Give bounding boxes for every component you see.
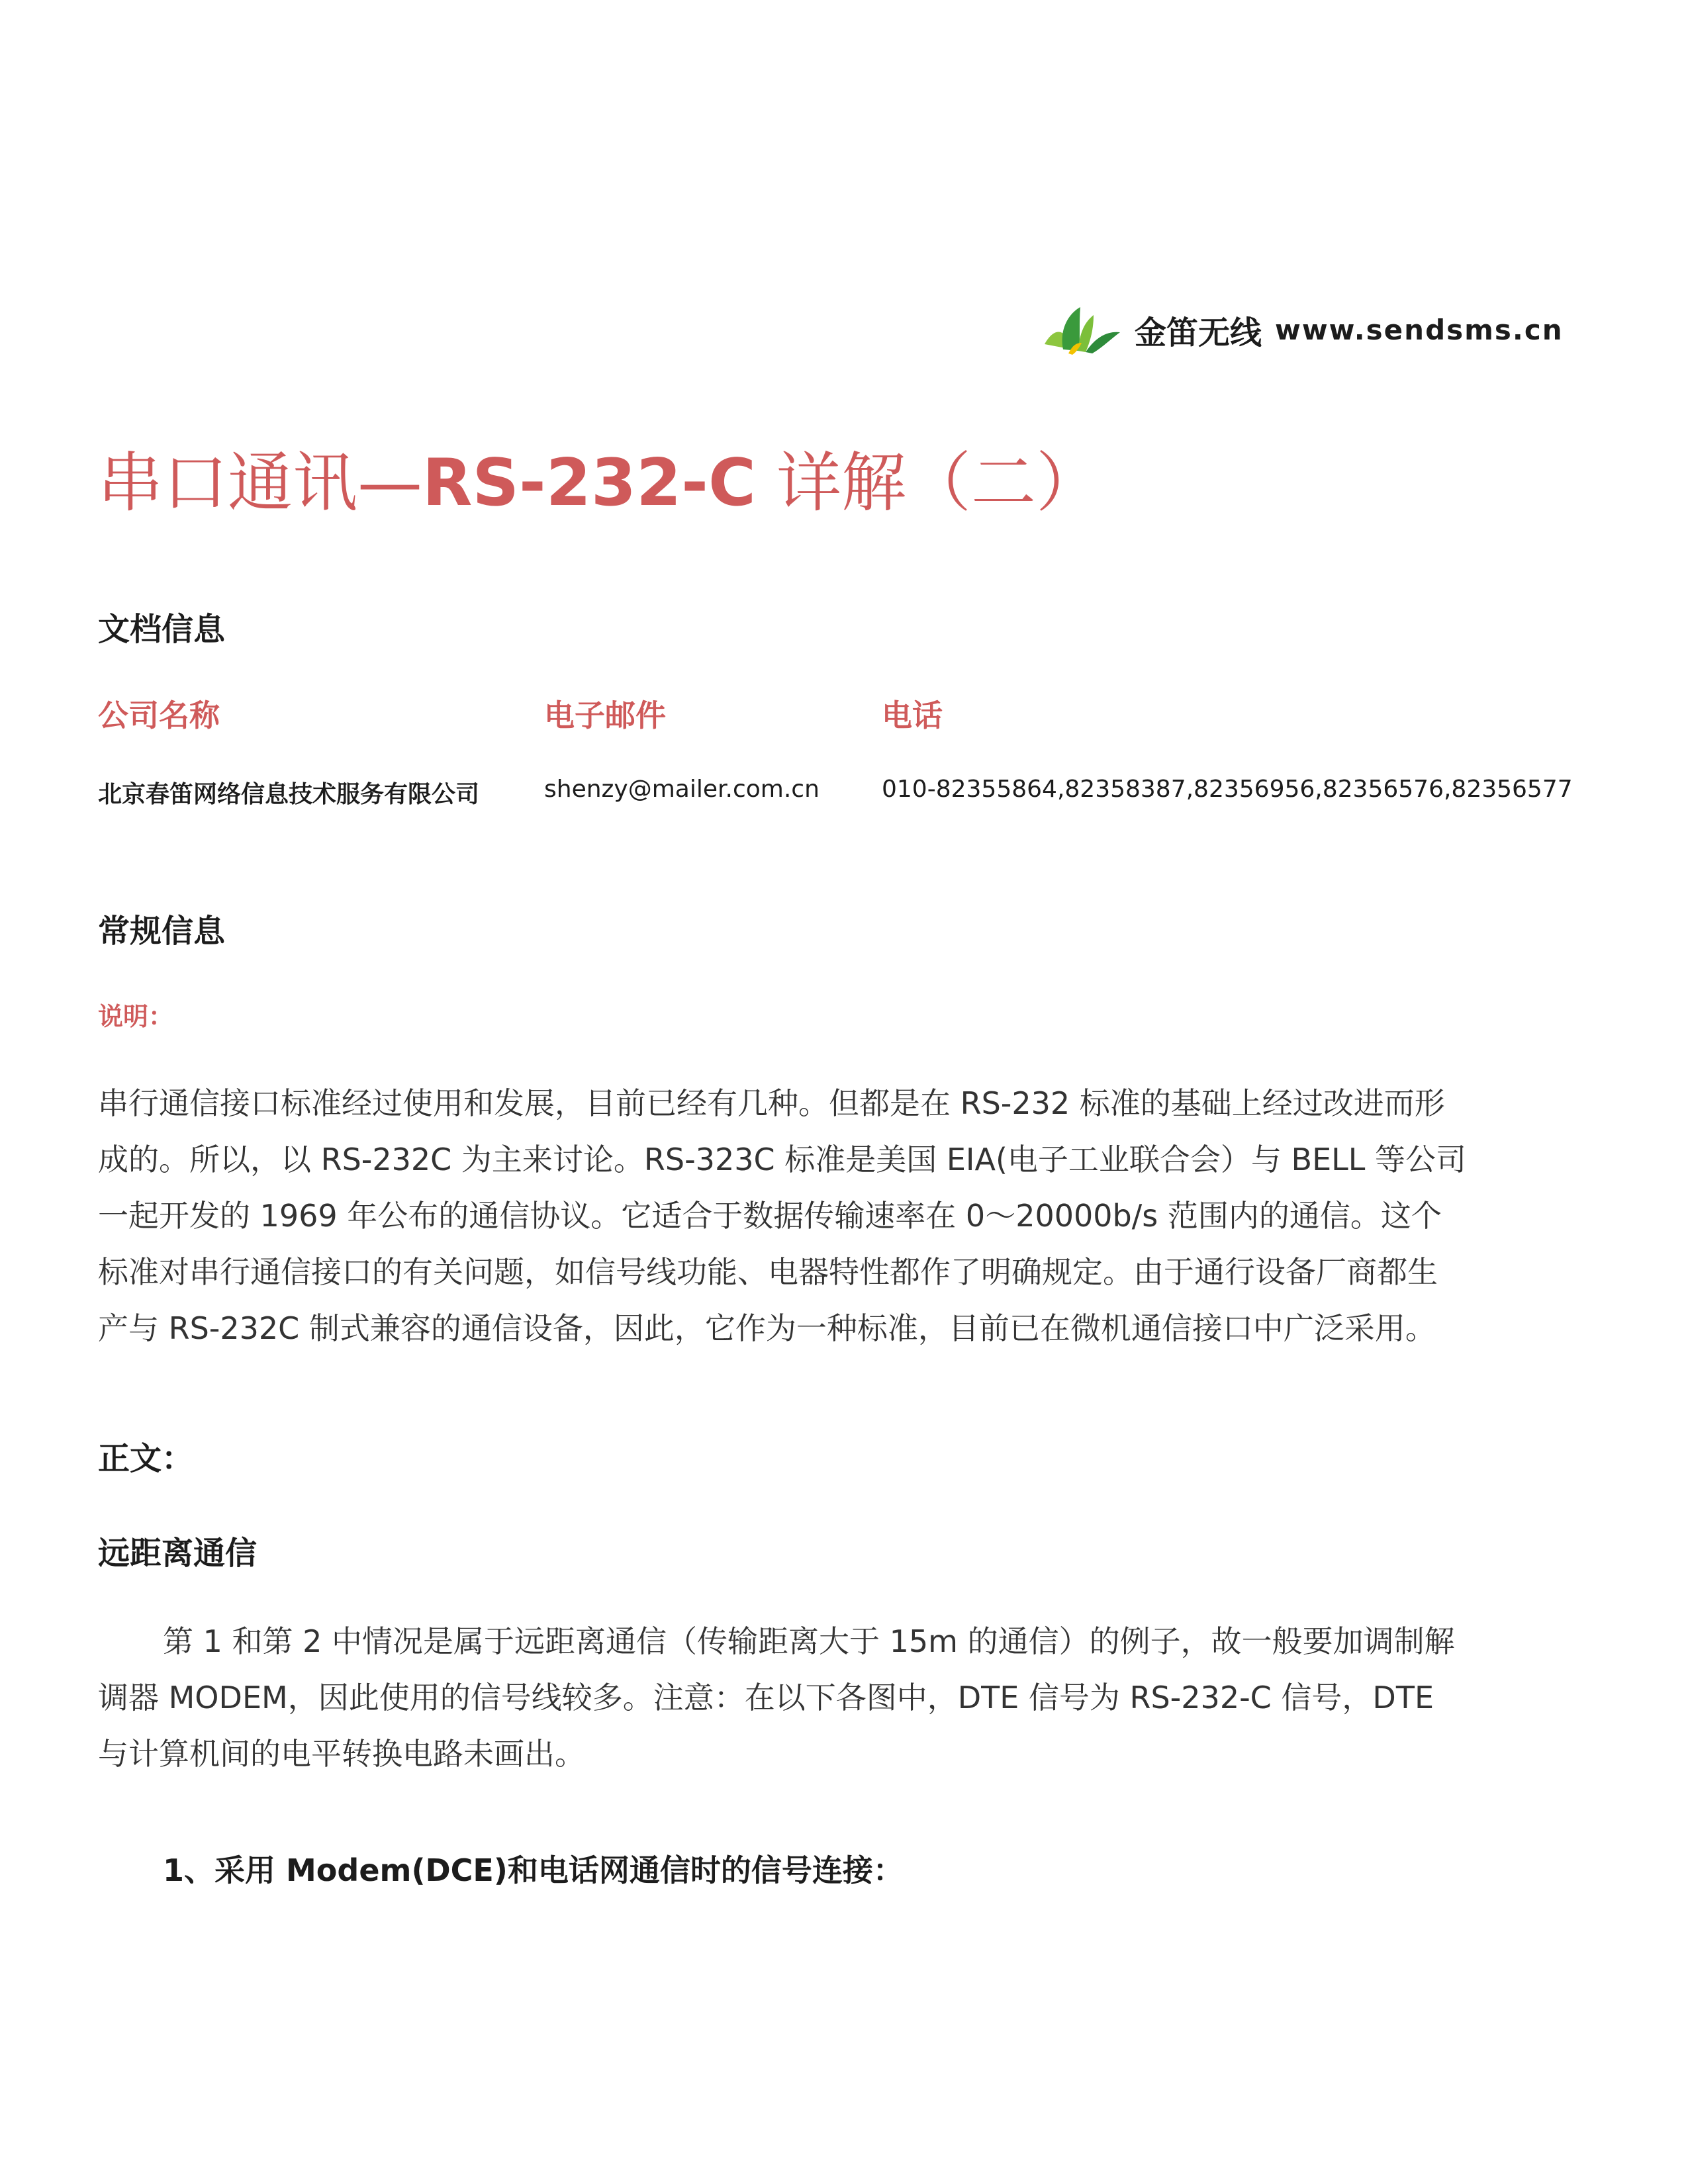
company-value: 北京春笛网络信息技术服务有限公司: [98, 781, 480, 808]
phone-label: 电话: [882, 698, 943, 733]
email-value[interactable]: shenzy@mailer.com.cn: [544, 776, 820, 803]
brand-name: 金笛无线: [1135, 314, 1262, 351]
title-prefix: 串口通讯—: [98, 445, 423, 521]
numbered-item: 1、采用 Modem(DCE)和电话网通信时的信号连接：: [163, 1852, 904, 1888]
paragraph-line: 调器 MODEM，因此使用的信号线较多。注意：在以下各图中，DTE 信号为 RS-232-C 信号，DTE: [98, 1680, 1434, 1715]
body-subheading: 远距离通信: [98, 1535, 258, 1572]
email-label: 电子邮件: [544, 698, 666, 733]
page-title: [98, 437, 1101, 529]
paragraph-line: 一起开发的 1969 年公布的通信协议。它适合于数据传输速率在 0～20000b/s 范围内的通信。这个: [98, 1198, 1442, 1234]
paragraph-line: 标准对串行通信接口的有关问题，如信号线功能、电器特性都作了明确规定。由于通行设备厂商都生: [98, 1254, 1438, 1290]
general-paragraph: [98, 1075, 1466, 1357]
doc-info-heading: 文档信息: [98, 611, 226, 648]
title-suffix: 详解（二）: [755, 445, 1102, 521]
brand-header: [1039, 296, 1564, 363]
phone-value: 010-82355864,82358387,82356956,82356576,82356577: [882, 776, 1573, 803]
body-paragraph: [98, 1614, 1455, 1782]
leaf-logo-icon: [1039, 303, 1123, 356]
body-heading: 正文：: [98, 1440, 194, 1477]
brand-url[interactable]: www.sendsms.cn: [1275, 313, 1564, 346]
paragraph-line: 成的。所以，以 RS-232C 为主来讨论。RS-323C 标准是美国 EIA(电子工业联合会）与 BELL 等公司: [98, 1142, 1467, 1177]
paragraph-line: 第 1 和第 2 中情况是属于远距离通信（传输距离大于 15m 的通信）的例子，故一般要加调制解: [163, 1623, 1455, 1659]
paragraph-line: 与计算机间的电平转换电路未画出。: [98, 1736, 585, 1772]
general-info-heading: 常规信息: [98, 913, 226, 950]
title-code: RS-232-C: [422, 445, 756, 521]
company-label: 公司名称: [98, 698, 220, 733]
note-label: 说明：: [98, 1002, 174, 1031]
paragraph-line: 产与 RS-232C 制式兼容的通信设备，因此，它作为一种标准，目前已在微机通信接口中广泛采用。: [98, 1310, 1436, 1346]
paragraph-line: 串行通信接口标准经过使用和发展，目前已经有几种。但都是在 RS-232 标准的基础上经过改进而形: [98, 1085, 1445, 1121]
